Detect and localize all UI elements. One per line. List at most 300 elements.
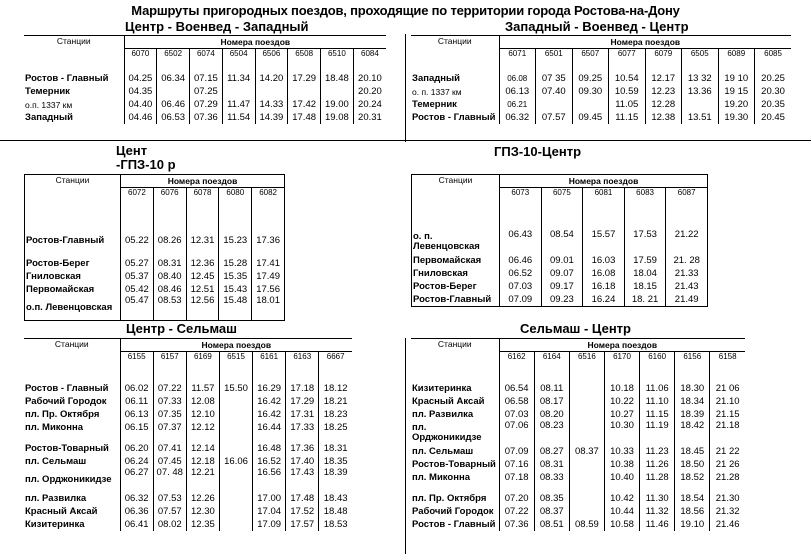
departure-time bbox=[536, 98, 573, 111]
table-row bbox=[24, 98, 386, 111]
departure-time: 12.35 bbox=[186, 518, 219, 531]
departure-time: 17.57 bbox=[286, 518, 319, 531]
departure-time: 20.35 bbox=[755, 98, 792, 111]
departure-time: 18.15 bbox=[624, 280, 666, 293]
departure-time bbox=[288, 85, 321, 98]
departure-time: 10.54 bbox=[609, 72, 646, 85]
station-name: пл. Развилка bbox=[411, 408, 499, 421]
station-name: Кизитеринка bbox=[24, 518, 120, 531]
train-number: 6158 bbox=[710, 352, 745, 369]
departure-time: 08.20 bbox=[534, 408, 569, 421]
departure-time: 16.06 bbox=[219, 455, 252, 468]
departure-time bbox=[219, 468, 252, 492]
departure-time: 17.33 bbox=[286, 421, 319, 434]
station-name: Гниловская bbox=[412, 267, 500, 280]
departure-time: 06.21 bbox=[507, 99, 528, 109]
stations-header: Станции bbox=[24, 36, 124, 66]
station-name: Ростов-Товарный bbox=[24, 442, 120, 455]
departure-time: 10.33 bbox=[604, 445, 639, 458]
train-number: 6161 bbox=[253, 352, 286, 369]
departure-time: 09.23 bbox=[541, 293, 583, 307]
train-number: 6164 bbox=[534, 352, 569, 369]
station-name: о. п. 1337 км bbox=[411, 85, 499, 98]
departure-time: 18.39 bbox=[675, 408, 710, 421]
departure-time: 07.03 bbox=[508, 280, 533, 292]
departure-time: 18.31 bbox=[319, 442, 352, 455]
departure-time: 07.40 bbox=[536, 85, 573, 98]
station-name: о.п. Левенцовская bbox=[25, 296, 121, 321]
departure-time: 14.39 bbox=[255, 111, 288, 124]
timetable-center-gpz10 bbox=[24, 174, 285, 321]
departure-time: 10.44 bbox=[604, 505, 639, 518]
departure-time: 07.33 bbox=[153, 395, 186, 408]
departure-time: 13 32 bbox=[682, 72, 719, 85]
station-name: пл. Миконна bbox=[411, 471, 499, 484]
departure-time: 21.49 bbox=[666, 293, 708, 307]
departure-time: 15.35 bbox=[219, 270, 252, 283]
table-row bbox=[411, 72, 791, 85]
train-number: 6078 bbox=[186, 188, 219, 205]
train-number: 6160 bbox=[640, 352, 675, 369]
table-row bbox=[24, 111, 386, 124]
departure-time: 10.40 bbox=[604, 471, 639, 484]
departure-time: 07.29 bbox=[190, 98, 223, 111]
departure-time: 06.36 bbox=[124, 505, 149, 517]
station-name: Первомайская bbox=[412, 254, 500, 267]
departure-time: 18.43 bbox=[319, 492, 352, 505]
departure-time: 20.24 bbox=[353, 98, 386, 111]
departure-time: 18.53 bbox=[319, 518, 352, 531]
station-name: Темерник bbox=[411, 98, 499, 111]
departure-time: 18.35 bbox=[319, 455, 352, 468]
departure-time: 21.30 bbox=[710, 492, 745, 505]
departure-time: 21.22 bbox=[666, 230, 708, 254]
departure-time: 06.46 bbox=[157, 98, 190, 111]
departure-time: 16.18 bbox=[583, 280, 625, 293]
departure-time: 08.37 bbox=[569, 445, 604, 458]
station-name: о. п. Левенцовская bbox=[412, 230, 500, 254]
departure-time bbox=[569, 395, 604, 408]
departure-time: 20.31 bbox=[353, 111, 386, 124]
departure-time: 07. 48 bbox=[153, 468, 186, 492]
train-number: 6070 bbox=[124, 49, 157, 66]
train-numbers-header: Номера поездов bbox=[500, 175, 708, 188]
station-name: Ростов - Главный bbox=[411, 518, 499, 531]
station-name: пл. Орджоникидзе bbox=[411, 421, 499, 445]
departure-time: 07.57 bbox=[536, 111, 573, 124]
station-name: о.п. 1337 км bbox=[24, 98, 124, 111]
departure-time: 14.20 bbox=[255, 72, 288, 85]
train-number: 6501 bbox=[536, 49, 573, 66]
departure-time: 07.06 bbox=[504, 421, 529, 431]
station-name: Ростов-Берег bbox=[412, 280, 500, 293]
departure-time bbox=[219, 408, 252, 421]
departure-time: 20.45 bbox=[755, 111, 792, 124]
departure-time bbox=[569, 492, 604, 505]
departure-time: 19.10 bbox=[675, 518, 710, 531]
table-row bbox=[411, 471, 745, 484]
departure-time bbox=[569, 458, 604, 471]
station-name: пл. Миконна bbox=[24, 421, 120, 434]
departure-time: 08.26 bbox=[153, 234, 186, 247]
table-row bbox=[411, 395, 745, 408]
departure-time: 21 26 bbox=[710, 458, 745, 471]
departure-time: 17.18 bbox=[286, 382, 319, 395]
departure-time: 05.42 bbox=[125, 283, 149, 295]
departure-time bbox=[572, 98, 609, 111]
station-name: Западный bbox=[411, 72, 499, 85]
stations-header: Станции bbox=[412, 175, 500, 205]
departure-time: 18.45 bbox=[675, 445, 710, 458]
train-number: 6506 bbox=[255, 49, 288, 66]
departure-time: 07.53 bbox=[153, 492, 186, 505]
departure-time: 12.17 bbox=[645, 72, 682, 85]
departure-time: 04.46 bbox=[128, 111, 153, 123]
departure-time: 17.43 bbox=[286, 468, 319, 492]
departure-time: 21 22 bbox=[710, 445, 745, 458]
departure-time: 04.25 bbox=[128, 72, 153, 84]
departure-time: 09.25 bbox=[572, 72, 609, 85]
departure-time: 18.21 bbox=[319, 395, 352, 408]
train-number: 6667 bbox=[319, 352, 352, 369]
station-name: Первомайская bbox=[25, 283, 121, 296]
departure-time: 08.59 bbox=[569, 518, 604, 531]
departure-time bbox=[569, 408, 604, 421]
departure-time: 17.48 bbox=[286, 492, 319, 505]
departure-time: 06.02 bbox=[124, 382, 149, 394]
departure-time: 17.40 bbox=[286, 455, 319, 468]
table-row bbox=[24, 382, 352, 395]
train-number: 6163 bbox=[286, 352, 319, 369]
departure-time: 12.23 bbox=[645, 85, 682, 98]
station-name: Западный bbox=[24, 111, 124, 124]
departure-time: 07.09 bbox=[500, 293, 542, 307]
departure-time: 16.42 bbox=[253, 395, 286, 408]
departure-time: 07.22 bbox=[153, 382, 186, 395]
departure-time: 10.42 bbox=[604, 492, 639, 505]
departure-time: 10.27 bbox=[604, 408, 639, 421]
departure-time: 11.32 bbox=[640, 505, 675, 518]
departure-time: 19.08 bbox=[321, 111, 354, 124]
departure-time bbox=[219, 492, 252, 505]
departure-time: 08.53 bbox=[153, 296, 186, 321]
section-title-center-selmash: Центр - Сельмаш bbox=[126, 321, 237, 336]
departure-time: 08.51 bbox=[534, 518, 569, 531]
departure-time bbox=[569, 471, 604, 484]
departure-time: 07.20 bbox=[504, 492, 529, 504]
departure-time: 07 35 bbox=[536, 72, 573, 85]
departure-time: 06.43 bbox=[508, 230, 533, 240]
departure-time: 05.22 bbox=[125, 234, 149, 246]
table-row bbox=[411, 111, 791, 124]
departure-time: 17.53 bbox=[624, 230, 666, 254]
departure-time: 13.51 bbox=[682, 111, 719, 124]
departure-time: 17.04 bbox=[253, 505, 286, 518]
departure-time: 20.10 bbox=[353, 72, 386, 85]
departure-time bbox=[219, 505, 252, 518]
train-number: 6156 bbox=[675, 352, 710, 369]
station-name: Темерник bbox=[24, 85, 124, 98]
station-name: Рабочий Городок bbox=[411, 505, 499, 518]
table-row bbox=[24, 72, 386, 85]
departure-time: 15.28 bbox=[219, 257, 252, 270]
stations-header: Станции bbox=[25, 175, 121, 205]
departure-time: 12.26 bbox=[186, 492, 219, 505]
departure-time bbox=[569, 382, 604, 395]
station-name: Гниловская bbox=[25, 270, 121, 283]
departure-time: 12.18 bbox=[186, 455, 219, 468]
departure-time: 21.28 bbox=[710, 471, 745, 484]
departure-time: 20.25 bbox=[755, 72, 792, 85]
departure-time: 11.30 bbox=[640, 492, 675, 505]
departure-time: 12.38 bbox=[645, 111, 682, 124]
departure-time bbox=[222, 85, 255, 98]
train-number: 6510 bbox=[321, 49, 354, 66]
section-title-center-gpz10: Цент -ГПЗ-10 р bbox=[116, 143, 176, 172]
train-numbers-header: Номера поездов bbox=[499, 339, 745, 352]
departure-time: 16.29 bbox=[253, 382, 286, 395]
departure-time bbox=[569, 505, 604, 518]
departure-time: 17.49 bbox=[252, 270, 285, 283]
departure-time: 12.10 bbox=[186, 408, 219, 421]
departure-time: 19.20 bbox=[718, 98, 755, 111]
train-number: 6073 bbox=[500, 188, 542, 205]
departure-time: 19.30 bbox=[718, 111, 755, 124]
departure-time: 11.26 bbox=[640, 458, 675, 471]
departure-time: 21.46 bbox=[710, 518, 745, 531]
departure-time: 11.47 bbox=[222, 98, 255, 111]
train-number: 6079 bbox=[645, 49, 682, 66]
departure-time: 18.23 bbox=[319, 408, 352, 421]
section-title-selmash-center: Сельмаш - Центр bbox=[520, 321, 631, 336]
departure-time: 16.08 bbox=[583, 267, 625, 280]
train-number: 6505 bbox=[682, 49, 719, 66]
table-row bbox=[24, 421, 352, 434]
departure-time: 21 06 bbox=[710, 382, 745, 395]
departure-time: 15.50 bbox=[219, 382, 252, 395]
departure-time: 12.08 bbox=[186, 395, 219, 408]
departure-time: 07.09 bbox=[504, 445, 529, 457]
departure-time: 18.34 bbox=[675, 395, 710, 408]
departure-time: 17.09 bbox=[253, 518, 286, 531]
departure-time: 06.11 bbox=[125, 395, 149, 407]
divider-vertical-bottom bbox=[405, 338, 406, 554]
departure-time: 18.01 bbox=[252, 296, 285, 321]
train-number: 6087 bbox=[666, 188, 708, 205]
station-name: Ростов-Главный bbox=[25, 234, 121, 247]
departure-time: 11.15 bbox=[609, 111, 646, 124]
departure-time: 10.30 bbox=[604, 421, 639, 445]
departure-time: 07.37 bbox=[153, 421, 186, 434]
station-name: Ростов - Главный bbox=[24, 382, 120, 395]
departure-time: 08.17 bbox=[534, 395, 569, 408]
departure-time bbox=[569, 421, 604, 445]
departure-time: 17.36 bbox=[252, 234, 285, 247]
train-number: 6504 bbox=[222, 49, 255, 66]
departure-time: 14.33 bbox=[255, 98, 288, 111]
train-number: 6077 bbox=[609, 49, 646, 66]
train-number: 6080 bbox=[219, 188, 252, 205]
departure-time: 17.29 bbox=[288, 72, 321, 85]
table-row bbox=[24, 442, 352, 455]
station-name: Красный Аксай bbox=[24, 505, 120, 518]
station-name: Рабочий Городок bbox=[24, 395, 120, 408]
departure-time: 12.56 bbox=[186, 296, 219, 321]
departure-time: 08.37 bbox=[534, 505, 569, 518]
departure-time: 18.48 bbox=[321, 72, 354, 85]
table-row bbox=[24, 505, 352, 518]
departure-time: 11.57 bbox=[186, 382, 219, 395]
departure-time: 06.52 bbox=[508, 267, 533, 279]
table-row bbox=[411, 445, 745, 458]
train-number: 6084 bbox=[353, 49, 386, 66]
departure-time: 10.18 bbox=[604, 382, 639, 395]
table-row bbox=[24, 468, 352, 492]
departure-time: 04.40 bbox=[128, 98, 153, 110]
departure-time: 12.21 bbox=[186, 468, 219, 492]
departure-time: 08.31 bbox=[534, 458, 569, 471]
timetable-zapadny-voenved-center bbox=[411, 35, 791, 124]
timetable-selmash-center bbox=[411, 338, 745, 531]
departure-time: 16.24 bbox=[583, 293, 625, 307]
departure-time: 13.36 bbox=[682, 85, 719, 98]
departure-time: 19 10 bbox=[718, 72, 755, 85]
departure-time: 10.58 bbox=[604, 518, 639, 531]
station-name: пл. Орджоникидзе bbox=[24, 468, 120, 492]
departure-time: 05.27 bbox=[125, 257, 149, 269]
station-name: Ростов - Главный bbox=[24, 72, 124, 85]
departure-time: 07.25 bbox=[190, 85, 223, 98]
train-number: 6507 bbox=[572, 49, 609, 66]
departure-time: 21.15 bbox=[710, 408, 745, 421]
departure-time bbox=[255, 85, 288, 98]
train-numbers-header: Номера поездов bbox=[499, 36, 791, 49]
train-number: 6155 bbox=[120, 352, 153, 369]
departure-time bbox=[219, 421, 252, 434]
table-row bbox=[411, 458, 745, 471]
train-number: 6515 bbox=[219, 352, 252, 369]
train-number: 6089 bbox=[718, 49, 755, 66]
departure-time: 11.23 bbox=[640, 445, 675, 458]
departure-time: 17.36 bbox=[286, 442, 319, 455]
table-row bbox=[412, 293, 708, 307]
departure-time: 16.42 bbox=[253, 408, 286, 421]
departure-time: 18.25 bbox=[319, 421, 352, 434]
departure-time bbox=[321, 85, 354, 98]
departure-time: 05.47 bbox=[121, 296, 154, 321]
station-name: пл. Сельмаш bbox=[24, 455, 120, 468]
departure-time: 20.20 bbox=[353, 85, 386, 98]
departure-time bbox=[157, 85, 190, 98]
station-name: Ростов-Главный bbox=[412, 293, 500, 307]
departure-time: 11.15 bbox=[640, 408, 675, 421]
departure-time: 12.28 bbox=[645, 98, 682, 111]
departure-time: 07.36 bbox=[190, 111, 223, 124]
departure-time: 12.36 bbox=[186, 257, 219, 270]
section-title-gpz10-center: ГПЗ-10-Центр bbox=[494, 144, 582, 159]
departure-time: 15.23 bbox=[219, 234, 252, 247]
departure-time: 21.43 bbox=[666, 280, 708, 293]
train-number: 6508 bbox=[288, 49, 321, 66]
table-row bbox=[25, 283, 285, 296]
departure-time: 11.19 bbox=[640, 421, 675, 445]
departure-time: 08.46 bbox=[153, 283, 186, 296]
departure-time: 18.04 bbox=[624, 267, 666, 280]
table-row bbox=[24, 85, 386, 98]
departure-time: 18.50 bbox=[675, 458, 710, 471]
departure-time bbox=[682, 98, 719, 111]
stations-header: Станции bbox=[411, 36, 499, 66]
departure-time: 07.45 bbox=[153, 455, 186, 468]
departure-time: 11.34 bbox=[222, 72, 255, 85]
table-row bbox=[412, 230, 708, 254]
departure-time: 17.56 bbox=[252, 283, 285, 296]
departure-time bbox=[219, 395, 252, 408]
departure-time: 06.20 bbox=[124, 442, 149, 454]
departure-time: 10.38 bbox=[604, 458, 639, 471]
table-row bbox=[24, 408, 352, 421]
table-row bbox=[25, 257, 285, 270]
departure-time: 08.40 bbox=[153, 270, 186, 283]
departure-time: 17.00 bbox=[253, 492, 286, 505]
departure-time bbox=[219, 518, 252, 531]
departure-time: 07.57 bbox=[153, 505, 186, 518]
departure-time: 16.03 bbox=[583, 254, 625, 267]
timetable-center-selmash bbox=[24, 338, 352, 531]
departure-time bbox=[219, 442, 252, 455]
departure-time: 12.51 bbox=[186, 283, 219, 296]
departure-time: 12.14 bbox=[186, 442, 219, 455]
departure-time: 09.01 bbox=[541, 254, 583, 267]
train-number: 6516 bbox=[569, 352, 604, 369]
train-number: 6157 bbox=[153, 352, 186, 369]
departure-time: 06.53 bbox=[157, 111, 190, 124]
train-number: 6170 bbox=[604, 352, 639, 369]
train-number: 6076 bbox=[153, 188, 186, 205]
departure-time: 18.54 bbox=[675, 492, 710, 505]
departure-time: 06.13 bbox=[505, 85, 530, 97]
departure-time: 19 15 bbox=[718, 85, 755, 98]
departure-time: 08.35 bbox=[534, 492, 569, 505]
departure-time: 07.36 bbox=[504, 518, 529, 530]
station-name: Ростов-Товарный bbox=[411, 458, 499, 471]
stations-header: Станции bbox=[24, 339, 120, 369]
station-name: Кизитеринка bbox=[411, 382, 499, 395]
departure-time: 16.44 bbox=[253, 421, 286, 434]
table-row bbox=[411, 382, 745, 395]
train-numbers-header: Номера поездов bbox=[121, 175, 285, 188]
departure-time: 12.30 bbox=[186, 505, 219, 518]
departure-time: 08.31 bbox=[153, 257, 186, 270]
station-name: пл. Пр. Октября bbox=[411, 492, 499, 505]
departure-time: 21.10 bbox=[710, 395, 745, 408]
page-title: Маршруты пригородных поездов, проходящие по территории города Ростова-на-Дону bbox=[131, 3, 680, 18]
departure-time: 08.27 bbox=[534, 445, 569, 458]
departure-time: 12.31 bbox=[186, 234, 219, 247]
departure-time: 18.48 bbox=[319, 505, 352, 518]
train-number: 6075 bbox=[541, 188, 583, 205]
station-name: пл. Развилка bbox=[24, 492, 120, 505]
departure-time: 07.22 bbox=[504, 505, 529, 517]
departure-time: 07.03 bbox=[504, 408, 529, 420]
departure-time: 17.41 bbox=[252, 257, 285, 270]
departure-time: 07.15 bbox=[190, 72, 223, 85]
departure-time: 06.15 bbox=[124, 421, 149, 433]
departure-time: 07.41 bbox=[153, 442, 186, 455]
departure-time: 11.05 bbox=[609, 98, 646, 111]
departure-time: 21. 28 bbox=[666, 254, 708, 267]
departure-time: 17.42 bbox=[288, 98, 321, 111]
